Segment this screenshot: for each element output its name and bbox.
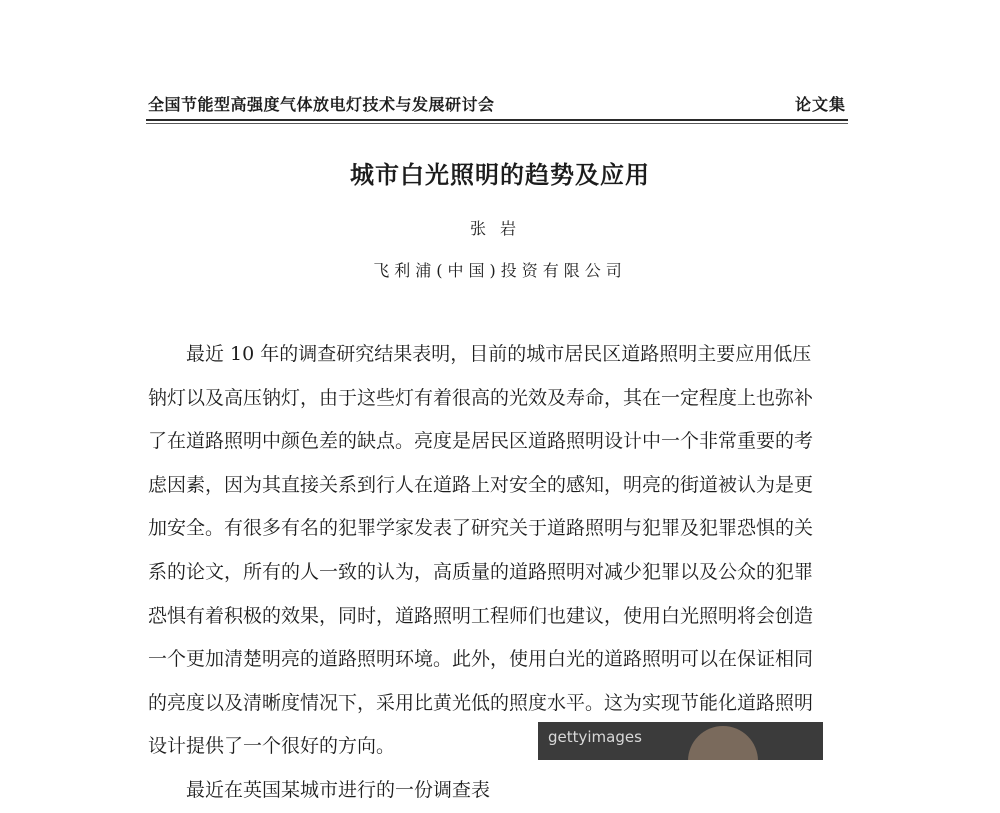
- paragraph-line: 虑因素，因为其直接关系到行人在道路上对安全的感知，明亮的街道被认为是更: [148, 473, 814, 496]
- paragraph-line: 设计提供了一个很好的方向。: [148, 735, 396, 758]
- author-name: 张岩: [469, 219, 530, 238]
- paragraph-line: 一个更加清楚明亮的道路照明环境。此外，使用白光的道路照明可以在保证相同: [148, 648, 814, 671]
- paragraph-line: 加安全。有很多有名的犯罪学家发表了研究关于道路照明与犯罪及犯罪恐惧的关: [148, 517, 814, 540]
- conference-title: 全国节能型高强度气体放电灯技术与发展研讨会: [148, 95, 495, 114]
- paragraph-line: 钠灯以及高压钠灯，由于这些灯有着很高的光效及寿命，其在一定程度上也弥补: [148, 386, 814, 409]
- paragraph-line: 恐惧有着积极的效果，同时，道路照明工程师们也建议，使用白光照明将会创造: [148, 604, 814, 627]
- author-affiliation: 飞利浦(中国)投资有限公司: [373, 261, 627, 280]
- paragraph-line: 最近在英国某城市进行的一份调查表: [186, 778, 491, 801]
- section-label: 论文集: [794, 95, 846, 114]
- paragraph-line: 的亮度以及清晰度情况下，采用比黄光低的照度水平。这为实现节能化道路照明: [148, 691, 814, 714]
- header-rule: [146, 119, 848, 121]
- header-rule-thin: [146, 123, 848, 124]
- running-header: [148, 92, 848, 118]
- embedded-photo: [538, 722, 823, 760]
- paragraph-line: 系的论文，所有的人一致的认为，高质量的道路照明对减少犯罪以及公众的犯罪: [148, 560, 814, 583]
- photo-person: [688, 726, 758, 760]
- paragraph-line: 了在道路照明中颜色差的缺点。亮度是居民区道路照明设计中一个非常重要的考: [148, 430, 814, 453]
- photo-watermark: gettyimages: [548, 728, 642, 746]
- paragraph-line: 最近 10 年的调查研究结果表明，目前的城市居民区道路照明主要应用低压: [186, 343, 812, 365]
- paper-title: 城市白光照明的趋势及应用: [350, 161, 650, 189]
